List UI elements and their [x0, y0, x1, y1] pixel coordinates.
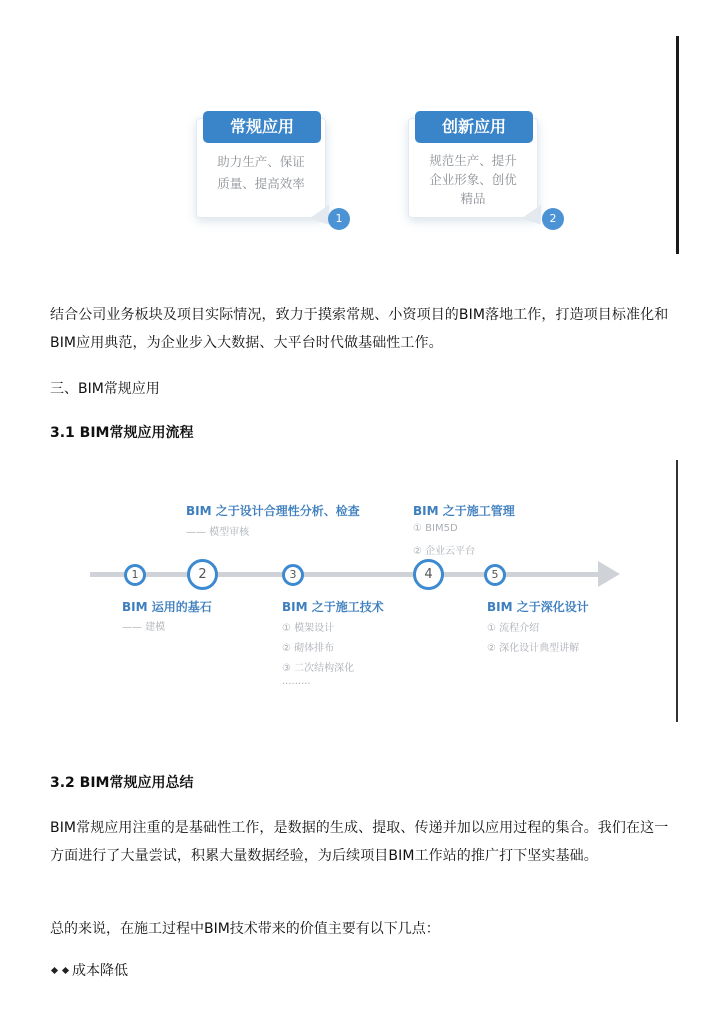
- timeline-node: 1: [124, 564, 146, 586]
- paragraph-values-intro: 总的来说，在施工过程中BIM技术带来的价值主要有以下几点：: [50, 921, 440, 937]
- timeline-node: 4: [413, 559, 444, 590]
- card-title: 常规应用: [203, 111, 321, 143]
- timeline-line: [90, 572, 600, 577]
- label-sub: ② 砌体排布: [282, 643, 335, 654]
- figure-process-timeline: [50, 460, 676, 722]
- section-heading-3-1: 3.1 BIM常规应用流程: [50, 425, 194, 441]
- number-badge: 1: [328, 208, 350, 230]
- label-foundation: BIM 运用的基石: [122, 600, 212, 614]
- label-construction-management: BIM 之于施工管理: [413, 504, 515, 518]
- label-design-analysis: BIM 之于设计合理性分析、检查: [186, 504, 360, 518]
- card-body: 助力生产、保证 质量、提高效率: [217, 154, 305, 191]
- bullet-item: [50, 960, 128, 980]
- label-sub: ① 模架设计: [282, 623, 335, 634]
- card-body: 规范生产、提升 企业形象、创优 精品: [429, 153, 517, 206]
- figure-application-types: [50, 32, 678, 256]
- label-sub: ② 企业云平台: [413, 546, 476, 557]
- arrow-right-icon: [598, 561, 620, 587]
- label-sub: —— 模型审核: [186, 527, 250, 538]
- diamond-bullet-icon: [62, 967, 69, 974]
- section-heading-3: 三、BIM常规应用: [50, 381, 160, 397]
- section-heading-3-2: 3.2 BIM常规应用总结: [50, 775, 194, 791]
- figure-border-line: [676, 460, 678, 722]
- timeline-node: 5: [484, 564, 506, 586]
- paragraph-summary: BIM常规应用注重的是基础性工作，是数据的生成、提取、传递并加以应用过程的集合。我们在这一方面进行了大量尝试，积累大量数据经验，为后续项目BIM工作站的推广打下坚实基础。: [50, 820, 669, 864]
- timeline-node: 2: [187, 559, 218, 590]
- diamond-bullet-icon: [51, 967, 58, 974]
- label-sub: ·········: [282, 679, 311, 690]
- card-innovative-application: [408, 118, 538, 218]
- label-sub: —— 建模: [122, 622, 166, 633]
- card-regular-application: [196, 118, 326, 218]
- number-badge: 2: [542, 208, 564, 230]
- label-sub: ② 深化设计典型讲解: [487, 643, 580, 654]
- card-title: 创新应用: [415, 111, 533, 143]
- timeline-node: 3: [282, 564, 304, 586]
- label-sub: ① 流程介绍: [487, 623, 540, 634]
- label-sub: ① BIM5D: [413, 523, 458, 534]
- bullet-text: 成本降低: [72, 963, 128, 979]
- paragraph-intro: 结合公司业务板块及项目实际情况，致力于摸索常规、小资项目的BIM落地工作，打造项目标准化和BIM应用典范，为企业步入大数据、大平台时代做基础性工作。: [50, 307, 669, 351]
- label-construction-tech: BIM 之于施工技术: [282, 600, 384, 614]
- label-detail-design: BIM 之于深化设计: [487, 600, 589, 614]
- figure-border-line: [676, 36, 679, 254]
- label-sub: ③ 二次结构深化: [282, 663, 355, 674]
